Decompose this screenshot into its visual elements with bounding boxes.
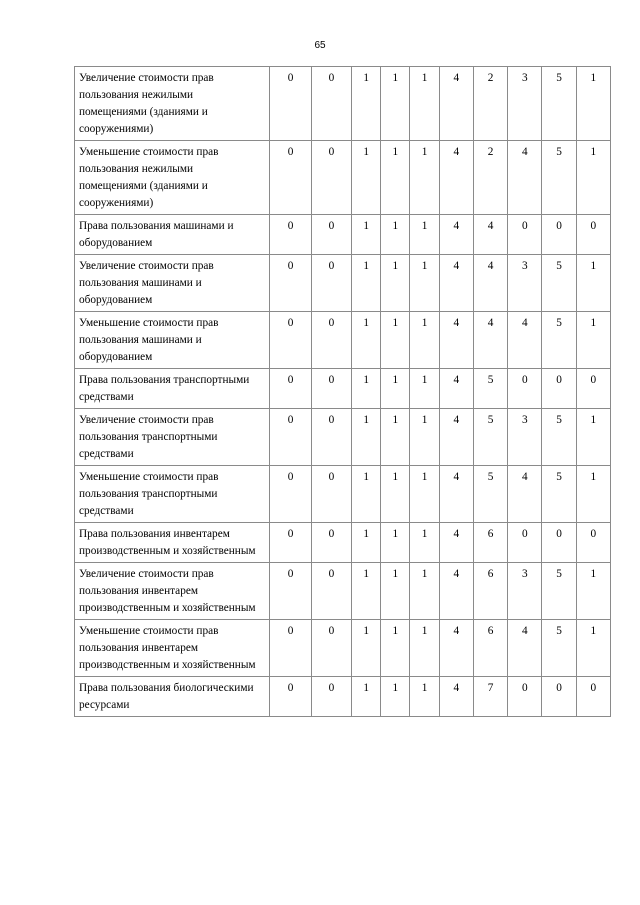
code-digit-cell: 4 [439,563,473,620]
row-label: Уменьшение стоимости прав пользования инвентарем производственным и хозяйственным [75,620,270,677]
code-digit-cell: 1 [381,255,410,312]
code-digit-cell: 5 [473,369,507,409]
code-digit-cell: 1 [410,466,439,523]
code-digit-cell: 1 [352,677,381,717]
code-digit-cell: 1 [381,67,410,141]
code-digit-cell: 4 [473,215,507,255]
code-digit-cell: 0 [508,677,542,717]
code-digit-cell: 4 [439,369,473,409]
row-label: Увеличение стоимости прав пользования нежилыми помещениями (зданиями и сооружениями) [75,67,270,141]
table-row [75,312,611,369]
row-label: Права пользования транспортными средствами [75,369,270,409]
code-digit-cell: 7 [473,677,507,717]
code-digit-cell: 6 [473,563,507,620]
table-row [75,523,611,563]
code-digit-cell: 1 [410,255,439,312]
code-digit-cell: 1 [381,215,410,255]
code-digit-cell: 1 [410,312,439,369]
code-digit-cell: 1 [576,67,610,141]
code-digit-cell: 1 [381,369,410,409]
code-digit-cell: 4 [439,67,473,141]
table-row [75,677,611,717]
code-digit-cell: 0 [270,620,311,677]
table-row [75,215,611,255]
code-digit-cell: 1 [352,409,381,466]
code-digit-cell: 1 [381,312,410,369]
code-digit-cell: 0 [508,215,542,255]
code-digit-cell: 0 [311,67,351,141]
code-digit-cell: 1 [381,620,410,677]
code-digit-cell: 4 [439,409,473,466]
code-digit-cell: 1 [352,369,381,409]
code-digit-cell: 0 [508,369,542,409]
code-digit-cell: 0 [311,523,351,563]
code-digit-cell: 5 [542,255,576,312]
code-digit-cell: 5 [473,466,507,523]
code-digit-cell: 0 [270,369,311,409]
code-digit-cell: 4 [508,141,542,215]
code-digit-cell: 1 [352,312,381,369]
code-digit-cell: 4 [508,312,542,369]
code-digit-cell: 0 [576,523,610,563]
code-digit-cell: 4 [439,620,473,677]
code-digit-cell: 1 [576,409,610,466]
code-digit-cell: 0 [542,677,576,717]
code-digit-cell: 5 [542,67,576,141]
code-digit-cell: 1 [576,312,610,369]
code-digit-cell: 1 [410,215,439,255]
code-digit-cell: 1 [576,255,610,312]
table-row [75,255,611,312]
code-digit-cell: 6 [473,620,507,677]
code-digit-cell: 1 [381,677,410,717]
code-digit-cell: 1 [352,620,381,677]
row-label: Увеличение стоимости прав пользования машинами и оборудованием [75,255,270,312]
account-codes-table [74,66,611,717]
code-digit-cell: 1 [410,523,439,563]
code-digit-cell: 5 [542,312,576,369]
code-digit-cell: 4 [439,523,473,563]
code-digit-cell: 0 [311,141,351,215]
code-digit-cell: 1 [410,67,439,141]
code-digit-cell: 1 [410,677,439,717]
code-digit-cell: 0 [311,255,351,312]
code-digit-cell: 6 [473,523,507,563]
code-digit-cell: 1 [381,523,410,563]
code-digit-cell: 1 [352,215,381,255]
code-digit-cell: 1 [352,67,381,141]
code-digit-cell: 1 [410,563,439,620]
code-digit-cell: 1 [410,141,439,215]
code-digit-cell: 0 [270,141,311,215]
code-digit-cell: 2 [473,67,507,141]
row-label: Уменьшение стоимости прав пользования машинами и оборудованием [75,312,270,369]
code-digit-cell: 0 [311,312,351,369]
code-digit-cell: 0 [311,620,351,677]
code-digit-cell: 3 [508,563,542,620]
code-digit-cell: 5 [542,563,576,620]
code-digit-cell: 4 [473,255,507,312]
code-digit-cell: 0 [542,369,576,409]
code-digit-cell: 0 [576,215,610,255]
code-digit-cell: 0 [270,563,311,620]
code-digit-cell: 4 [439,255,473,312]
code-digit-cell: 1 [352,466,381,523]
code-digit-cell: 1 [381,141,410,215]
code-digit-cell: 0 [311,466,351,523]
table-row [75,620,611,677]
code-digit-cell: 0 [270,409,311,466]
code-digit-cell: 5 [542,466,576,523]
row-label: Уменьшение стоимости прав пользования транспортными средствами [75,466,270,523]
row-label: Права пользования инвентарем производственным и хозяйственным [75,523,270,563]
code-digit-cell: 0 [270,466,311,523]
code-digit-cell: 0 [542,523,576,563]
code-digit-cell: 3 [508,255,542,312]
code-digit-cell: 1 [576,620,610,677]
code-digit-cell: 1 [410,620,439,677]
code-digit-cell: 2 [473,141,507,215]
code-digit-cell: 1 [576,466,610,523]
code-digit-cell: 5 [473,409,507,466]
code-digit-cell: 0 [311,409,351,466]
code-digit-cell: 1 [410,409,439,466]
code-digit-cell: 4 [473,312,507,369]
row-label: Увеличение стоимости прав пользования транспортными средствами [75,409,270,466]
table-row [75,409,611,466]
row-label: Права пользования машинами и оборудованием [75,215,270,255]
row-label: Права пользования биологическими ресурсами [75,677,270,717]
table-row [75,563,611,620]
code-digit-cell: 1 [576,141,610,215]
code-digit-cell: 1 [576,563,610,620]
row-label: Уменьшение стоимости прав пользования нежилыми помещениями (зданиями и сооружениями) [75,141,270,215]
code-digit-cell: 3 [508,409,542,466]
code-digit-cell: 0 [270,255,311,312]
table-row [75,369,611,409]
code-digit-cell: 3 [508,67,542,141]
code-digit-cell: 1 [381,563,410,620]
code-digit-cell: 0 [508,523,542,563]
code-digit-cell: 4 [439,677,473,717]
code-digit-cell: 0 [270,677,311,717]
code-digit-cell: 4 [439,466,473,523]
code-digit-cell: 1 [352,563,381,620]
table-row [75,141,611,215]
code-digit-cell: 0 [576,677,610,717]
code-digit-cell: 1 [410,369,439,409]
table-body [75,67,611,717]
code-digit-cell: 0 [311,677,351,717]
code-digit-cell: 5 [542,620,576,677]
code-digit-cell: 4 [439,312,473,369]
table-row [75,67,611,141]
code-digit-cell: 1 [352,141,381,215]
code-digit-cell: 0 [270,67,311,141]
code-digit-cell: 1 [381,409,410,466]
row-label: Увеличение стоимости прав пользования инвентарем производственным и хозяйственным [75,563,270,620]
table-row [75,466,611,523]
code-digit-cell: 1 [352,255,381,312]
code-digit-cell: 0 [542,215,576,255]
code-digit-cell: 5 [542,141,576,215]
code-digit-cell: 4 [508,620,542,677]
code-digit-cell: 0 [270,215,311,255]
code-digit-cell: 1 [381,466,410,523]
code-digit-cell: 5 [542,409,576,466]
code-digit-cell: 4 [439,141,473,215]
code-digit-cell: 1 [352,523,381,563]
code-digit-cell: 4 [508,466,542,523]
code-digit-cell: 0 [311,369,351,409]
code-digit-cell: 0 [270,523,311,563]
code-digit-cell: 0 [311,563,351,620]
page-number: 65 [314,40,326,51]
code-digit-cell: 4 [439,215,473,255]
code-digit-cell: 0 [576,369,610,409]
code-digit-cell: 0 [270,312,311,369]
code-digit-cell: 0 [311,215,351,255]
